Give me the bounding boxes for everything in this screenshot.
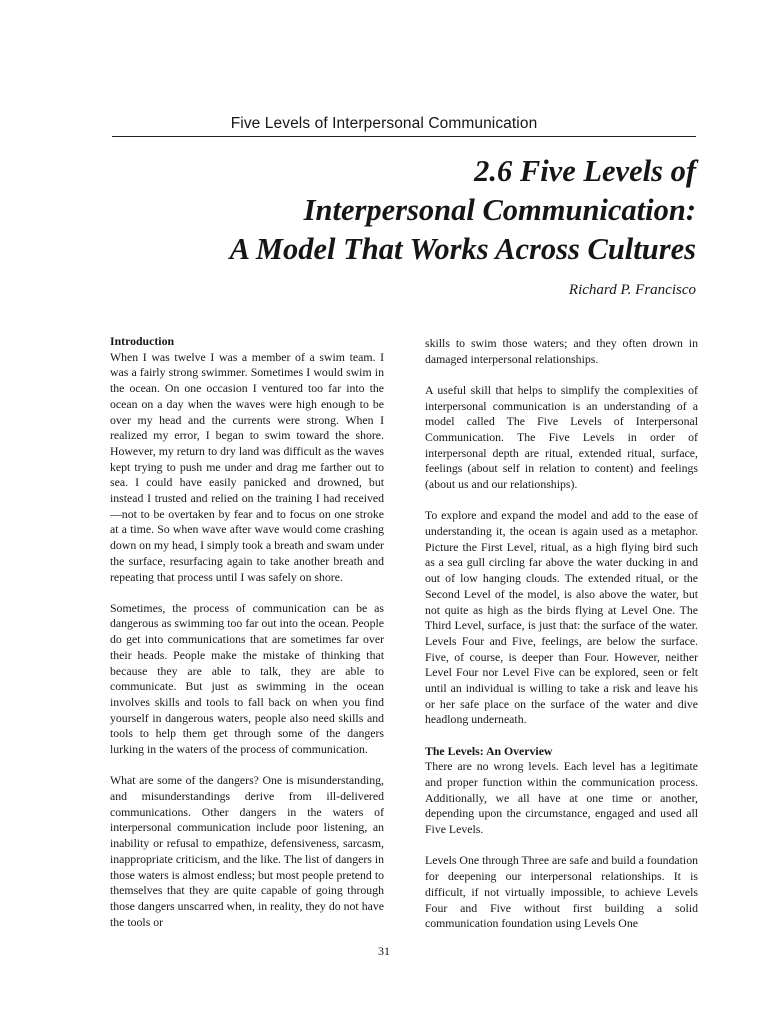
title-line-2: Interpersonal Communication:	[303, 193, 696, 227]
running-head: Five Levels of Interpersonal Communication	[230, 115, 538, 132]
paragraph: Levels One through Three are safe and build a foundation for deepening our interpersonal relationships. It is difficult, if not virtually impossible, to achieve Levels Four and Five without first building a solid communication foundation using Levels One	[425, 853, 698, 931]
header-rule	[112, 136, 696, 137]
paragraph: A useful skill that helps to simplify the complexities of interpersonal communication is an understanding of a model called The Five Levels of Interpersonal Communication. The Five Levels in order of interpersonal depth are ritual, extended ritual, surface, feelings (about self in relation to content) and feelings (about us and our relationships).	[425, 382, 698, 492]
author-name: Richard P. Francisco	[568, 282, 696, 298]
chapter-title	[76, 152, 696, 269]
paragraph: skills to swim those waters; and they often drown in damaged interpersonal relationships.	[425, 336, 698, 366]
left-column	[110, 334, 384, 946]
title-line-3: A Model That Works Across Cultures	[229, 232, 696, 266]
paragraph: To explore and expand the model and add to the ease of understanding it, the ocean is again used as a metaphor. Picture the First Level, ritual, as a high flying bird such as a sea gull circling far above the water ducking in and out of low hanging clouds. The extended ritual, or the Second Level of the model, is also above the water, but not quite as high as the birds flying at Level One. The Third Level, surface, is just that: the surface of the water. Levels Four and Five, feelings, are below the surface. Five, of course, is deeper than Four. However, neither Level Four nor Level Five can be explored, seen or felt until an individual is willing to take a risk and leave his or her safe place on the surface of the water and dive headlong underneath.	[425, 508, 698, 727]
paragraph: What are some of the dangers? One is misunderstanding, and misunderstandings derive from ill-delivered communications. Other dangers in the waters of interpersonal communication include poor listening, an inability or refusal to empathize, defensiveness, sarcasm, inappropriate criticism, and the like. The list of dangers in those waters is almost endless; but most people pretend to themselves that they are quite capable of going through those dangers unscarred when, in reality, they do not have the tools or	[110, 773, 384, 929]
right-column	[425, 336, 698, 947]
title-line-1: 2.6 Five Levels of	[474, 154, 696, 188]
paragraph: When I was twelve I was a member of a swim team. I was a fairly strong swimmer. Sometimes I would swim in the ocean. On one occasion I ventured too far into the ocean on a day when the waves were high enough to be over my head and the currents were strong. When I realized my error, I began to swim toward the shore. However, my return to dry land was difficult as the waves kept trying to push me under and drag me farther out to sea. I could have easily panicked and drowned, but instead I trusted and relied on the training I had received—not to be overtaken by fear and to focus on one stroke at a time. So when wave after wave would come crashing down on my head, I simply took a breath and swam under the surface, resurfacing again to take another breath and repeating that process until I was safely on shore.	[110, 349, 384, 584]
paragraph: There are no wrong levels. Each level has a legitimate and proper function within the communication process. Additionally, we all have at one time or another, depending upon the circumstance, engaged and used all Five Levels.	[425, 759, 698, 837]
section-heading-overview: The Levels: An Overview	[425, 743, 553, 758]
page-number: 31	[378, 944, 390, 958]
section-heading-introduction: Introduction	[110, 334, 175, 348]
paragraph: Sometimes, the process of communication can be as dangerous as swimming too far out into the ocean. People do get into communications that are sometimes far over their heads. People make the mistake of thinking that because they are able to talk, they are able to communicate. But just as swimming in the ocean involves skills and tools to fall back on when you find yourself in dangerous waters, people also need skills and tools to help them get through some of the dangers lurking in the waters of the process of communication.	[110, 600, 384, 757]
